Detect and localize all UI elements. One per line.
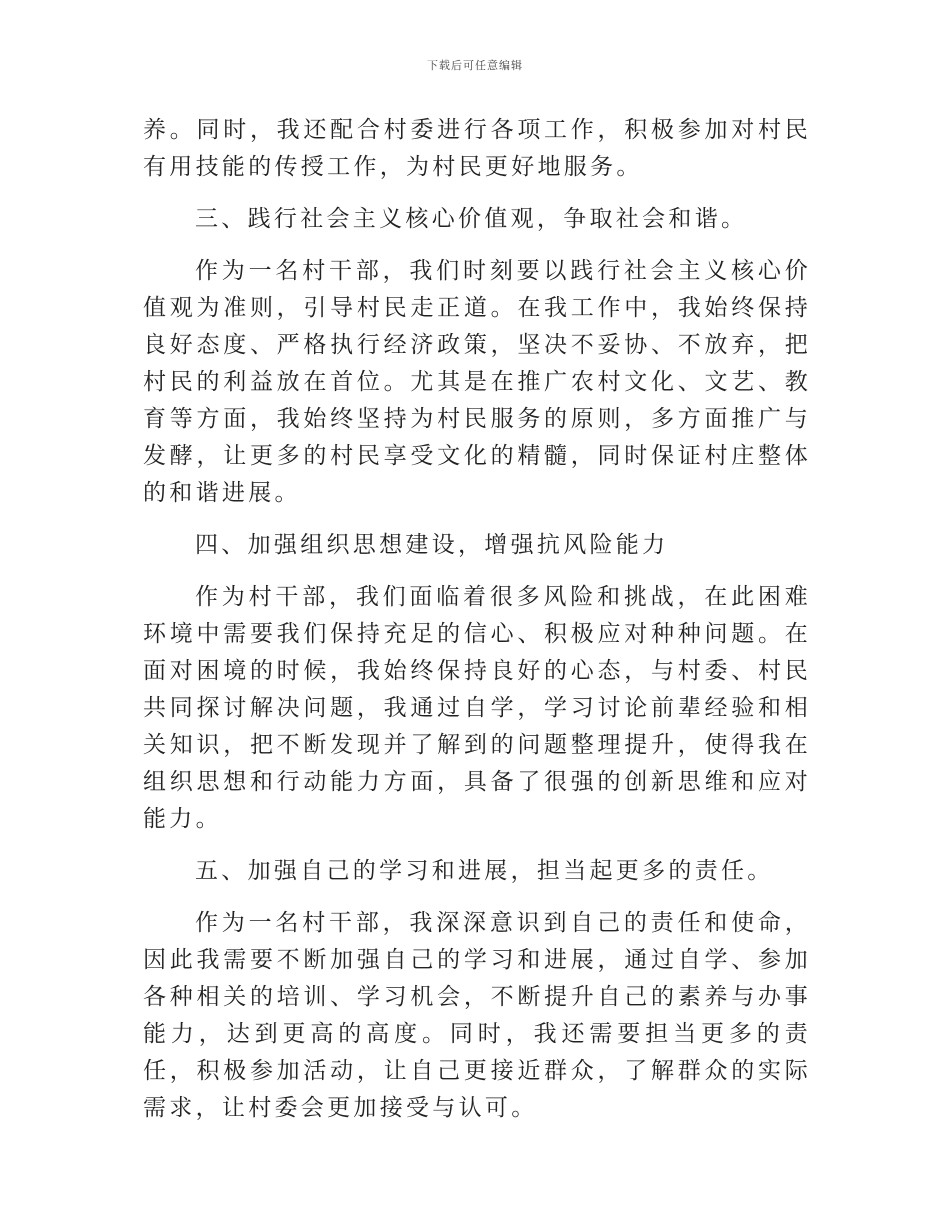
section-heading-4: 四、加强组织思想建设，增强抗风险能力 [195,532,669,558]
paragraph-section-4: 作为村干部，我们面临着很多风险和挑战，在此困难环境中需要我们保持充足的信心、积极应对种种问题。在面对困境的时候，我始终保持良好的心态，与村委、村民共同探讨解决问题，我通过自学，学习讨论前辈经验和相关知识，把不断发现并了解到的问题整理提升，使得我在组织思想和行动能力方面，具备了很强的创新思维和应对能力。 [143,584,811,832]
section-heading-5: 五、加强自己的学习和进展，担当起更多的责任。 [195,858,774,884]
paragraph-section-3: 作为一名村干部，我们时刻要以践行社会主义核心价值观为准则，引导村民走正道。在我工作中，我始终保持良好态度、严格执行经济政策，坚决不妥协、不放弃，把村民的利益放在首位。尤其是在推广农村文化、文艺、教育等方面，我始终坚持为村民服务的原则，多方面推广与发酵，让更多的村民享受文化的精髓，同时保证村庄整体的和谐进展。 [143,258,811,506]
section-heading-3: 三、践行社会主义核心价值观，争取社会和谐。 [195,206,748,232]
paragraph-continuation: 养。同时，我还配合村委进行各项工作，积极参加对村民有用技能的传授工作，为村民更好地服务。 [143,117,811,180]
header-note: 下载后可任意编辑 [427,59,523,72]
document-body [143,112,811,1127]
paragraph-section-5: 作为一名村干部，我深深意识到自己的责任和使命，因此我需要不断加强自己的学习和进展，通过自学、参加各种相关的培训、学习机会，不断提升自己的素养与办事能力，达到更高的高度。同时，我还需要担当更多的责任，积极参加活动，让自己更接近群众，了解群众的实际需求，让村委会更加接受与认可。 [143,910,811,1121]
